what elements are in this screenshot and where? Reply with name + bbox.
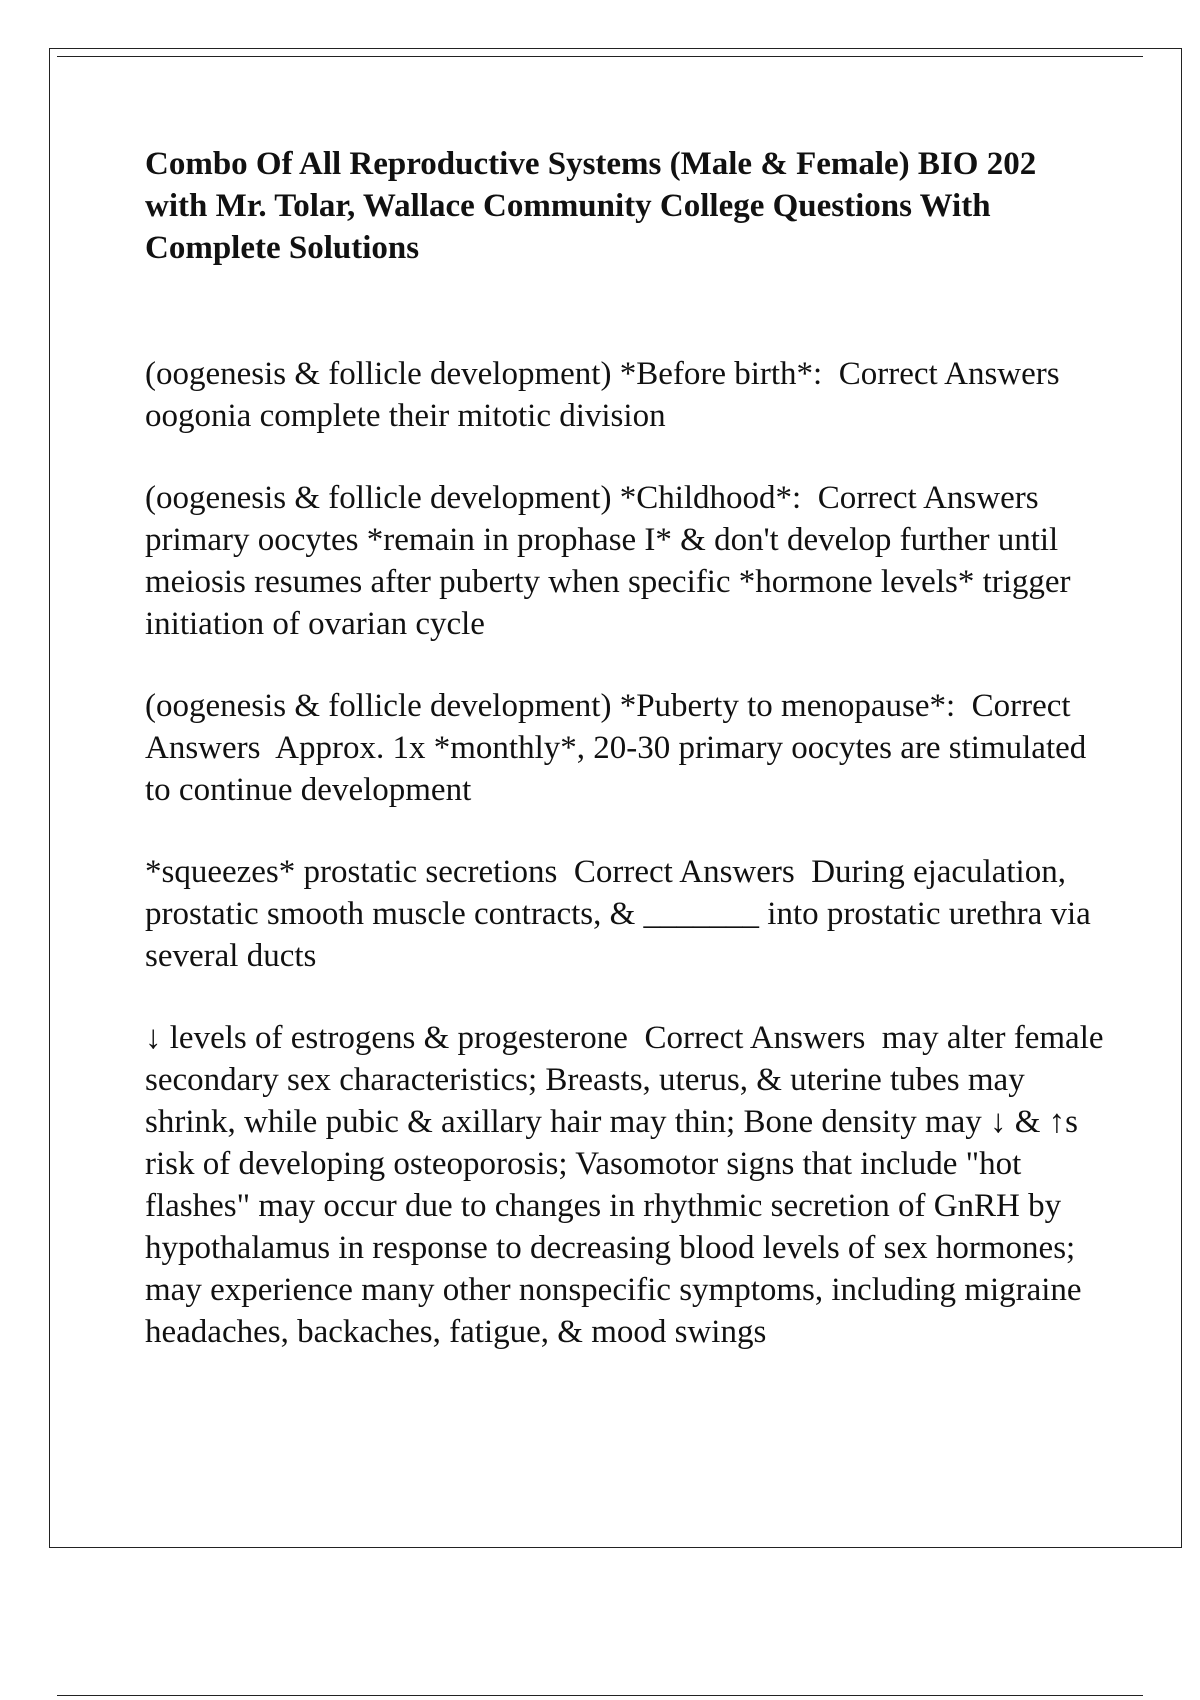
top-rule <box>57 56 1143 57</box>
qa-item-estrogen-progesterone-levels: ↓ levels of estrogens & progesterone Correct Answers may alter female secondary sex characteristics; Breasts, uterus, & uterine tubes may shrink, while pubic & axillary hair may thin; Bone density may ↓ & ↑s risk of developing osteoporosis; Vasomotor signs that include "hot flashes" may occur due to changes in rhythmic secretion of GnRH by hypothalamus in response to decreasing blood levels of sex hormones; may experience many other nonspecific symptoms, including migraine headaches, backaches, fatigue, & mood swings <box>145 1020 1112 1350</box>
qa-item-childhood: (oogenesis & follicle development) *Childhood*: Correct Answers primary oocytes *remain in prophase I* & don't develop further until meiosis resumes after puberty when specific *hormone levels* trigger initiation of ovarian cycle <box>145 480 1079 642</box>
document-content <box>145 143 1112 1393</box>
document-title: Combo Of All Reproductive Systems (Male & Female) BIO 202 with Mr. Tolar, Wallace Community College Questions With Complete Solutions <box>145 146 1037 266</box>
bottom-rule <box>57 1695 1143 1696</box>
qa-item-prostatic-secretions: *squeezes* prostatic secretions Correct Answers During ejaculation, prostatic smooth muscle contracts, & _______ into prostatic urethra via several ducts <box>145 854 1100 974</box>
qa-item-before-birth: (oogenesis & follicle development) *Before birth*: Correct Answers oogonia complete their mitotic division <box>145 356 1077 434</box>
qa-list <box>145 353 1112 1353</box>
qa-item-puberty-to-menopause: (oogenesis & follicle development) *Puberty to menopause*: Correct Answers Approx. 1x *monthly*, 20-30 primary oocytes are stimulated to continue development <box>145 688 1095 808</box>
